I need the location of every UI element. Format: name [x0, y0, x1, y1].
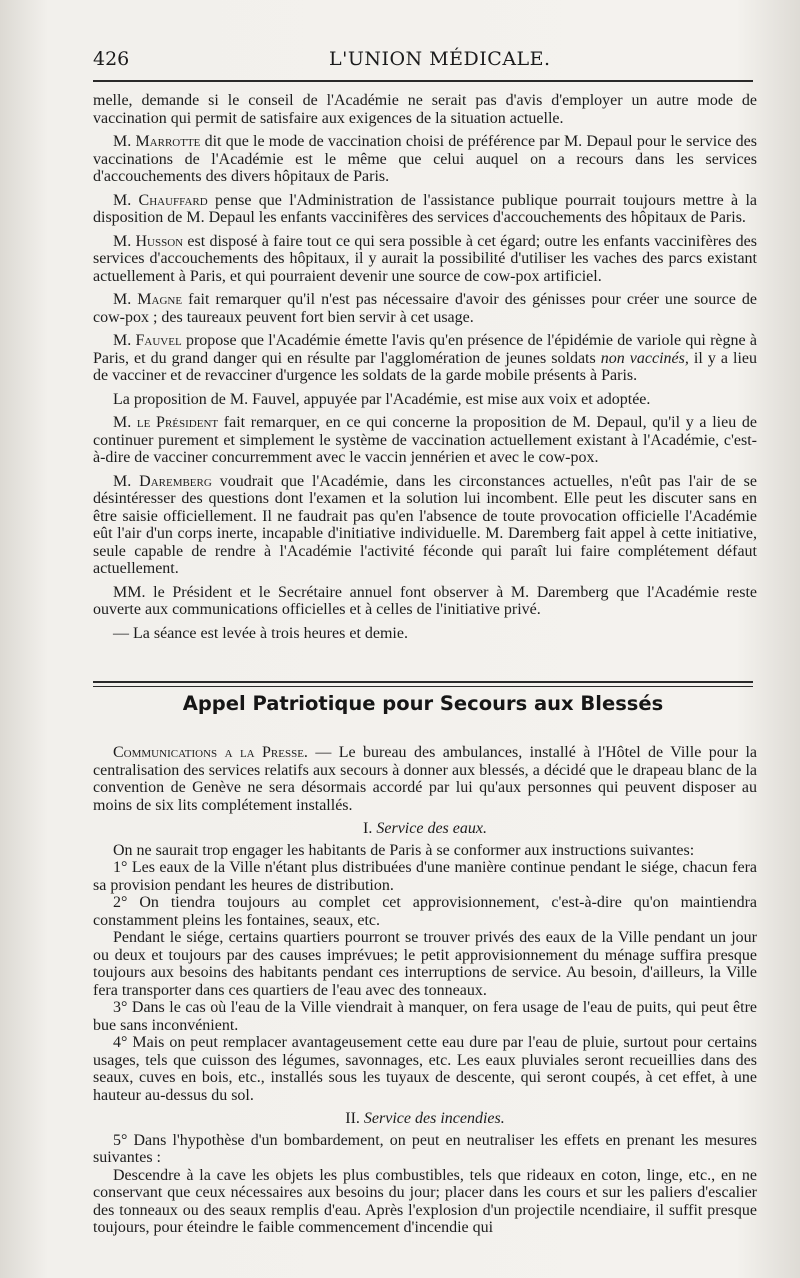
speaker-name: M. Husson: [113, 232, 184, 250]
paragraph: 1° Les eaux de la Ville n'étant plus distribuées d'une manière continue pendant le siége, chacun fera sa provision pendant les heures de distribution.: [93, 859, 757, 894]
speaker-name: M. Magne: [113, 291, 183, 308]
paragraph: [93, 744, 757, 814]
subsection-heading: [93, 1110, 757, 1128]
running-header: [93, 42, 753, 80]
paragraph: 3° Dans le cas où l'eau de la Ville viendrait à manquer, on fera usage de l'eau de puits, qui peut être bue sans inconvénient.: [93, 999, 757, 1034]
speaker-name: M. Fauvel: [113, 332, 182, 349]
paragraph-text: propose que l'Académie émette l'avis qu'en présence de l'épidémie de variole qui règne à Paris, et du grand danger qui en résulte par l'agglomération de jeunes soldats: [93, 332, 757, 367]
paragraph: 2° On tiendra toujours au complet cet approvisionnement, c'est-à-dire qu'on maintiendra constamment pleins les fontaines, seaux, etc.: [93, 894, 757, 929]
paragraph: [93, 332, 757, 385]
paragraph: 4° Mais on peut remplacer avantageusement cette eau dure par l'eau de pluie, surtout pour certains usages, tels que cuisson des légumes, savonnages, etc. Les eaux pluviales seront recueillies dans des seaux, cuves en bois, etc., installés sous les tuyaux de descente, qui seront coupés, à cet effet, à une hauteur au-dessus du sol.: [93, 1034, 757, 1104]
section-rule-top: [93, 681, 753, 683]
appeal-column: [93, 744, 757, 1237]
subsection-title: Service des incendies.: [363, 1110, 505, 1127]
subsection-heading: [93, 820, 757, 838]
paragraph: Pendant le siége, certains quartiers pourront se trouver privés des eaux de la Ville pendant un jour ou deux et toujours par des causes imprévues; le petit approvisionnement du ménage suffira presque toujours aux besoins des habitants pendant ces interruptions de service. Au besoin, d'ailleurs, la Ville fera transporter dans ces quartiers de l'eau avec des tonneaux.: [93, 929, 757, 999]
lead-heading: Communications a la Presse.: [113, 744, 308, 761]
paragraph-text: pense que l'Administration de l'assistance publique pourrait toujours mettre à la disposition de M. Depaul les enfants vaccinifères des services d'accouchements des hôpitaux de Paris.: [93, 191, 758, 226]
paragraph: [93, 473, 757, 578]
paragraph-text: dit que le mode de vaccination choisi de préférence par M. Depaul pour le service des vaccinations de l'Académie est le même que celui auquel on a recours dans les services d'accouchements des divers hôpitaux de Paris.: [93, 133, 757, 185]
paragraph: Descendre à la cave les objets les plus combustibles, tels que rideaux en coton, linge, etc., en ne conservant que ceux nécessaires aux besoins du jour; placer dans les cours et sur les paliers d'escalier des tonneaux ou des seaux remplis d'eau. Après l'explosion d'un projectile ncendiaire, il suffit presque toujours, pour éteindre le faible commencement d'incendie qui: [93, 1166, 757, 1236]
paragraph: On ne saurait trop engager les habitants de Paris à se conformer aux instructions suivantes:: [113, 841, 695, 859]
paragraph: La proposition de M. Fauvel, appuyée par l'Académie, est mise aux voix et adoptée.: [113, 390, 651, 408]
subsection-number: I.: [363, 820, 373, 837]
speaker-name: M. Daremberg: [113, 472, 212, 490]
header-rule: [93, 80, 753, 82]
speaker-name: M. Marrotte: [113, 133, 201, 150]
paragraph: [93, 133, 757, 186]
paragraph: MM. le Président et le Secrétaire annuel font observer à M. Daremberg que l'Académie reste ouverte aux communications officielles et à celles de l'initiative privé.: [93, 583, 757, 618]
paragraph: [93, 291, 757, 326]
paragraph: [93, 414, 757, 467]
minutes-column: [93, 92, 757, 642]
paragraph-text: — Le bureau des ambulances, installé à l'Hôtel de Ville pour la centralisation des services relatifs aux secours à donner aux blessés, a décidé que le drapeau blanc de la convention de Genève ne sera désormais accordé par lui qu'aux personnes qui peuvent disposer au moins de six lits complétement installés.: [93, 744, 757, 814]
subsection-number: II.: [345, 1110, 360, 1127]
subsection-title: Service des eaux.: [376, 820, 487, 837]
paragraph-text: est disposé à faire tout ce qui sera possible à cet égard; outre les enfants vaccinifères des services d'accouchements des hôpitaux, il y aurait la possibilité d'utiliser les vaches des parcs existant actuellement à Paris, et qui pourraient devenir une source de cow-pox artificiel.: [93, 232, 758, 285]
paragraph-text: voudrait que l'Académie, dans les circonstances actuelles, n'eût pas l'air de se désintéresser des questions dont l'examen et la solution lui incombent. Elle peut les discuter sans en être saisie officiellement. Il ne faudrait pas qu'en l'absence de toute provocation officielle l'Académie eût l'air d'un corps inerte, incapable d'initiative individuelle. M. Daremberg fait appel à cette initiative, seule capable de rendre à l'Académie l'activité féconde qui paraît lui faire complétement défaut actuellement.: [93, 472, 757, 577]
paragraph: [93, 233, 757, 286]
speaker-name: M. Chauffard: [113, 191, 208, 209]
speaker-name: M. le Président: [113, 414, 219, 431]
paragraph: 5° Dans l'hypothèse d'un bombardement, on peut en neutraliser les effets en prenant les mesures suivantes :: [93, 1131, 757, 1166]
paragraph-text: il y a lieu de vacciner et de revacciner d'urgence les soldats de la garde mobile présents à Paris.: [93, 349, 758, 384]
italic-text: non vaccinés,: [600, 349, 689, 367]
paragraph-text: fait remarquer qu'il n'est pas nécessaire d'avoir des génisses pour créer une source de cow-pox ; des taureaux peuvent fort bien servir à cet usage.: [93, 291, 757, 326]
section-rule-bottom: [93, 686, 753, 687]
closing-line: — La séance est levée à trois heures et demie.: [113, 624, 408, 642]
journal-title: L'UNION MÉDICALE.: [329, 48, 551, 70]
paragraph: [93, 192, 757, 227]
paragraph: melle, demande si le conseil de l'Académie ne serait pas d'avis d'employer un autre mode de vaccination qui permit de satisfaire aux exigences de la situation actuelle.: [93, 92, 757, 127]
section-title: Appel Patriotique pour Secours aux Blessés: [182, 692, 664, 715]
paragraph-text: fait remarquer, en ce qui concerne la proposition de M. Depaul, qu'il y a lieu de continuer purement et simplement le système de vaccination actuellement existant à l'Académie, c'est-à-dire de vacciner concurremment avec le vaccin jennérien et avec le cow-pox.: [93, 414, 757, 466]
page-number: 426: [93, 48, 130, 70]
